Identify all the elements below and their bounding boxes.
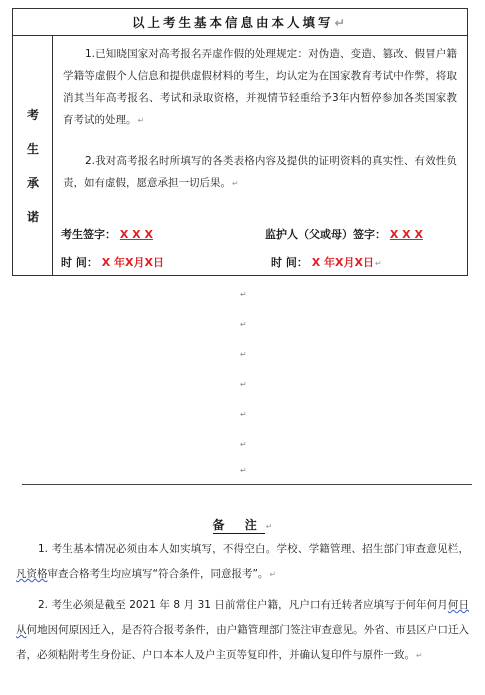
note-1-text-a: 1. 考生基本情况必须由本人如实填写，不得空白。学校、学籍管理、招生部门审查意见栏， [38, 543, 469, 555]
paragraph-mark-icon: ↵ [232, 179, 239, 188]
paragraph-mark-icon: ↵ [240, 290, 247, 299]
side-label-char: 生 [26, 142, 39, 156]
student-date-value: X 年X月X日 [101, 256, 164, 269]
paragraph-mark-icon: ↵ [334, 14, 348, 30]
paragraph-mark-icon: ↵ [240, 380, 247, 389]
paragraph-mark-icon: ↵ [416, 651, 423, 660]
paragraph-mark-icon: ↵ [240, 350, 247, 359]
guardian-signature [265, 226, 423, 242]
notes-title [0, 516, 485, 533]
note-1-flagged-text: 凡资格 [16, 568, 48, 580]
student-signature-label: 考生签字： [61, 228, 116, 241]
note-2-text-b: 何地因何原因迁入，是否符合报考条件，由户籍管理部门签注审查意见。外省、市县区户口迁入者，必须粘附考生身份证、户口本本人及户主页等复印件，并确认复印件与原件一致。 [16, 624, 470, 661]
paragraph-mark-icon: ↵ [240, 440, 247, 449]
guardian-signature-value: X X X [389, 228, 423, 241]
guardian-date-label: 时 间： [271, 256, 308, 269]
pledge-content [53, 36, 467, 275]
paragraph-mark-icon: ↵ [240, 410, 247, 419]
pledge-paragraph-2 [63, 150, 457, 195]
notes-title-text: 备 注 [212, 518, 265, 532]
pledge-paragraph-1-text: 1.已知晓国家对高考报名弄虚作假的处理规定：对伪造、变造、篡改、假冒户籍学籍等虚假个人信息和提供虚假材料的考生，均认定为在国家教育考试中作弊，将取消其当年高考报名、考试和录取资格，并视情节轻重给予3年内暂停参加各类国家教育考试的处理。 [63, 48, 457, 126]
paragraph-mark-icon: ↵ [137, 116, 145, 125]
student-date-label: 时 间： [61, 256, 98, 269]
pledge-table [12, 8, 468, 276]
side-label-char: 诺 [26, 210, 39, 224]
note-2-flagged-text: 何日从 [16, 599, 470, 636]
section-divider [22, 484, 472, 485]
pledge-paragraph-2-text: 2.我对高考报名时所填写的各类表格内容及提供的证明资料的真实性、有效性负责，如有虚假，愿意承担一切后果。 [63, 155, 457, 189]
student-date [61, 254, 164, 270]
pledge-paragraph-1 [63, 43, 457, 132]
note-1 [16, 537, 469, 587]
paragraph-mark-icon: ↵ [240, 466, 247, 475]
student-signature [61, 226, 153, 242]
side-label-char: 承 [26, 176, 39, 190]
student-signature-value: X X X [119, 228, 153, 241]
side-label-char: 考 [26, 108, 39, 122]
table-header [13, 9, 467, 36]
paragraph-mark-icon: ↵ [269, 570, 277, 579]
side-label-column [13, 36, 53, 275]
paragraph-mark-icon: ↵ [240, 320, 247, 329]
guardian-date [271, 254, 382, 270]
note-1-text-b: 审查合格考生均应填写“符合条件，同意报考”。 [47, 568, 269, 580]
note-2-text-a: 2. 考生必须是截至 2021 年 8 月 31 日前常住户籍，凡户口有迁转者应填写于何年何月 [38, 599, 448, 611]
guardian-signature-label: 监护人（父或母）签字： [265, 228, 386, 241]
paragraph-mark-icon: ↵ [265, 522, 273, 531]
note-2 [16, 593, 469, 668]
table-title: 以上考生基本信息由本人填写 [132, 15, 334, 30]
paragraph-mark-icon: ↵ [374, 259, 382, 268]
guardian-date-value: X 年X月X日 [311, 256, 374, 269]
